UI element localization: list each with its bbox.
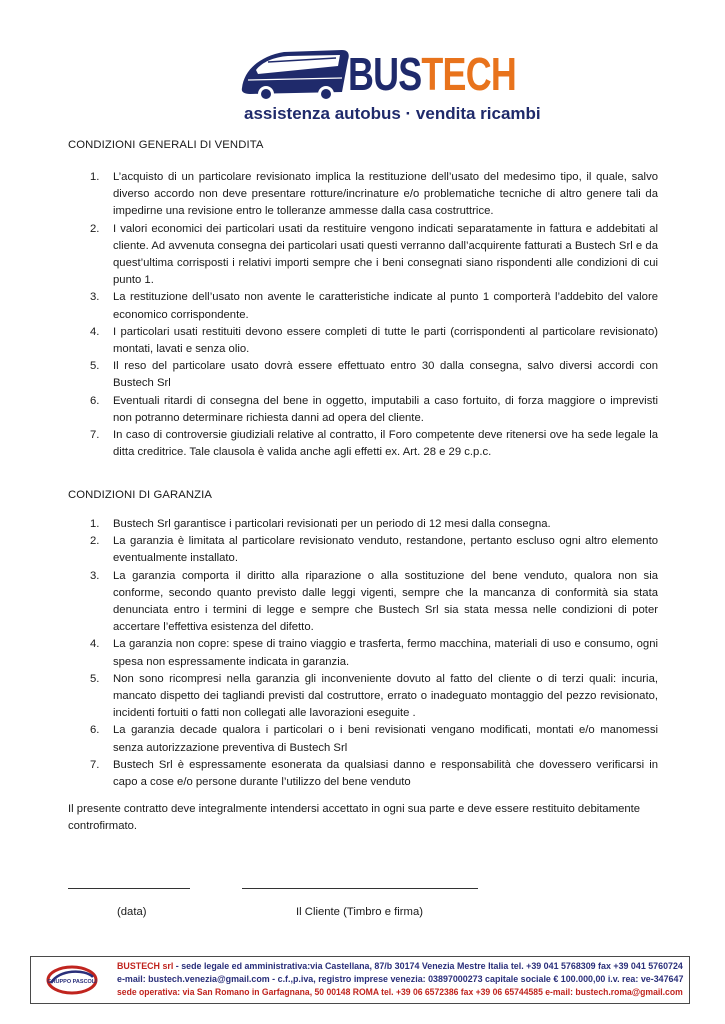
sales-conditions-list xyxy=(68,169,658,461)
clause-text: La garanzia comporta il diritto alla riparazione o alla sostituzione del bene venduto, qualora non sia conforme, secondo quanto previsto dalle leggi vigenti, sempre che la mancanza di conformità sia stata denunciata entro i termini di legge e sempre che Bustech Srl sia stata messa nelle condizioni di poter accertare l’effettiva esistenza del difetto. xyxy=(113,569,658,634)
footer-company-name: BUSTECH srl xyxy=(117,961,174,971)
client-signature-label: Il Cliente (Timbro e firma) xyxy=(296,906,424,918)
closing-statement: Il presente contratto deve integralmente intendersi accettato in ogni sua parte e deve essere restituito debitamente controfirmato. xyxy=(68,803,641,833)
clause-number: 7. xyxy=(90,758,100,771)
clause-item xyxy=(68,289,658,323)
date-label: (data) xyxy=(117,906,147,918)
logo-tagline: assistenza autobus · vendita ricambi xyxy=(244,104,541,123)
clause-number: 3. xyxy=(90,569,100,582)
clause-text: Bustech Srl garantisce i particolari revisionati per un periodo di 12 mesi dalla consegna. xyxy=(113,518,551,530)
footer-legal-address: - sede legale ed amministrativa:via Castellana, 87/b 30174 Venezia Mestre Italia tel. +39 041 5768309 fax +39 041 5760724 xyxy=(173,961,683,971)
clause-number: 5. xyxy=(90,672,100,685)
clause-number: 1. xyxy=(90,518,100,530)
clause-text: La garanzia non copre: spese di traino viaggio e trasferta, fermo macchina, materiali di uso e consumo, ogni spesa non espressamente indicata in garanzia. xyxy=(113,638,658,668)
clause-item xyxy=(68,324,658,358)
clause-number: 4. xyxy=(90,325,100,338)
footer-line-1 xyxy=(117,960,683,973)
clause-number: 6. xyxy=(90,724,100,737)
footer-line-3: sede operativa: via San Romano in Garfagnana, 50 00148 ROMA tel. +39 06 6572386 fax +39 06 65744585 e-mail: bustech.roma@gmail.com xyxy=(117,987,683,997)
gruppo-pascoli-logo-text: GRUPPO PASCOLI xyxy=(47,979,97,985)
warranty-conditions-title: CONDIZIONI DI GARANZIA xyxy=(68,489,213,501)
clause-number: 6. xyxy=(90,394,100,407)
clause-item xyxy=(68,636,658,670)
clause-number: 3. xyxy=(90,291,100,304)
clause-item xyxy=(68,358,658,392)
bustech-logo xyxy=(238,46,541,132)
company-footer xyxy=(30,956,690,1004)
clause-text: Non sono ricompresi nella garanzia gli inconveniente dovuto al fatto del cliente o di terzi quali: incuria, mancato dispetto dei tagliandi previsti dal costruttore, errato o inadeguato montaggio del pezzo revisionato, incidenti fortuiti o fatti non collegati alle lavorazioni eseguite . xyxy=(113,672,658,720)
clause-item xyxy=(68,221,658,290)
client-signature-line xyxy=(242,888,478,889)
clause-text: L’acquisto di un particolare revisionato implica la restituzione dell’usato del medesimo tipo, il quale, salvo diverso accordo non deve presentare rotture/incrinature e/o problematiche tecniche di altro genere tali da impedirne una revisione entro le tolleranze ammesse dalla casa costruttrice. xyxy=(113,171,658,218)
clause-text: I valori economici dei particolari usati da restituire vengono indicati separatamente in fattura e addebitati al cliente. Ad avvenuta consegna dei particolari usati questi verranno dall’acquirente fatturati a Bustech Srl e da quest’ultima corrisposti i relativi importi sempre che i beni consegnati siano rispondenti alle condizioni di cui punto 1. xyxy=(113,222,658,287)
clause-item xyxy=(68,169,658,221)
clause-number: 2. xyxy=(90,222,100,235)
clause-text: In caso di controversie giudiziali relative al contratto, il Foro competente deve ritenersi ove ha sede legale la ditta creditrice. Tale clausola è valida anche agli effetti ex. Art. 28 e 29 c.p.c. xyxy=(113,429,658,459)
clause-text: La garanzia decade qualora i particolari o i beni revisionati vengano modificati, montati e/o manomessi senza autorizzazione preventiva di Bustech Srl xyxy=(113,724,658,754)
sales-conditions-title: CONDIZIONI GENERALI DI VENDITA xyxy=(68,139,264,151)
clause-text: La restituzione dell’usato non avente le caratteristiche indicate al punto 1 comporterà l’addebito del valore economico corrispondente. xyxy=(113,291,658,321)
logo-word-tech: TECH xyxy=(421,48,516,100)
clause-number: 5. xyxy=(90,360,100,373)
clause-number: 1. xyxy=(90,171,100,183)
clause-item xyxy=(68,722,658,756)
clause-text: Bustech Srl è espressamente esonerata da qualsiasi danno e responsabilità che dovessero verificarsi in capo a cose e/o persone durante l’utilizzo del bene venduto xyxy=(113,758,658,789)
logo-word-bus: BUS xyxy=(348,48,422,100)
clause-item xyxy=(68,393,658,427)
clause-item xyxy=(68,427,658,461)
clause-item xyxy=(68,671,658,723)
clause-number: 4. xyxy=(90,638,100,651)
date-signature-line xyxy=(68,888,190,889)
clause-number: 2. xyxy=(90,535,100,548)
clause-item xyxy=(68,533,658,567)
clause-text: La garanzia è limitata al particolare revisionato venduto, restandone, pertanto escluso ogni altro elemento eventualmente installato. xyxy=(113,535,658,565)
clause-number: 7. xyxy=(90,429,100,442)
logo-wordmark xyxy=(348,48,516,100)
clause-item xyxy=(68,516,658,533)
bus-icon xyxy=(238,48,354,104)
footer-line-2: e-mail: bustech.venezia@gmail.com - c.f.,p.iva, registro imprese venezia: 03897000273 capitale sociale € 100.000,00 i.v. rea: ve-347647 xyxy=(117,974,684,984)
clause-text: Il reso del particolare usato dovrà essere effettuato entro 30 dalla consegna, salvo diversi accordi con Bustech Srl xyxy=(113,360,658,390)
gruppo-pascoli-logo xyxy=(45,963,99,997)
clause-text: Eventuali ritardi di consegna del bene in oggetto, imputabili a caso fortuito, di forza maggiore o imprevisti non potranno determinare richiesta danni ad opera del cliente. xyxy=(113,394,658,424)
clause-item xyxy=(68,568,658,637)
warranty-conditions-list xyxy=(68,516,658,791)
clause-item xyxy=(68,757,658,791)
clause-text: I particolari usati restituiti devono essere completi di tutte le parti (corrispondenti al particolare revisionato) montati, lavati e senza olio. xyxy=(113,325,658,356)
